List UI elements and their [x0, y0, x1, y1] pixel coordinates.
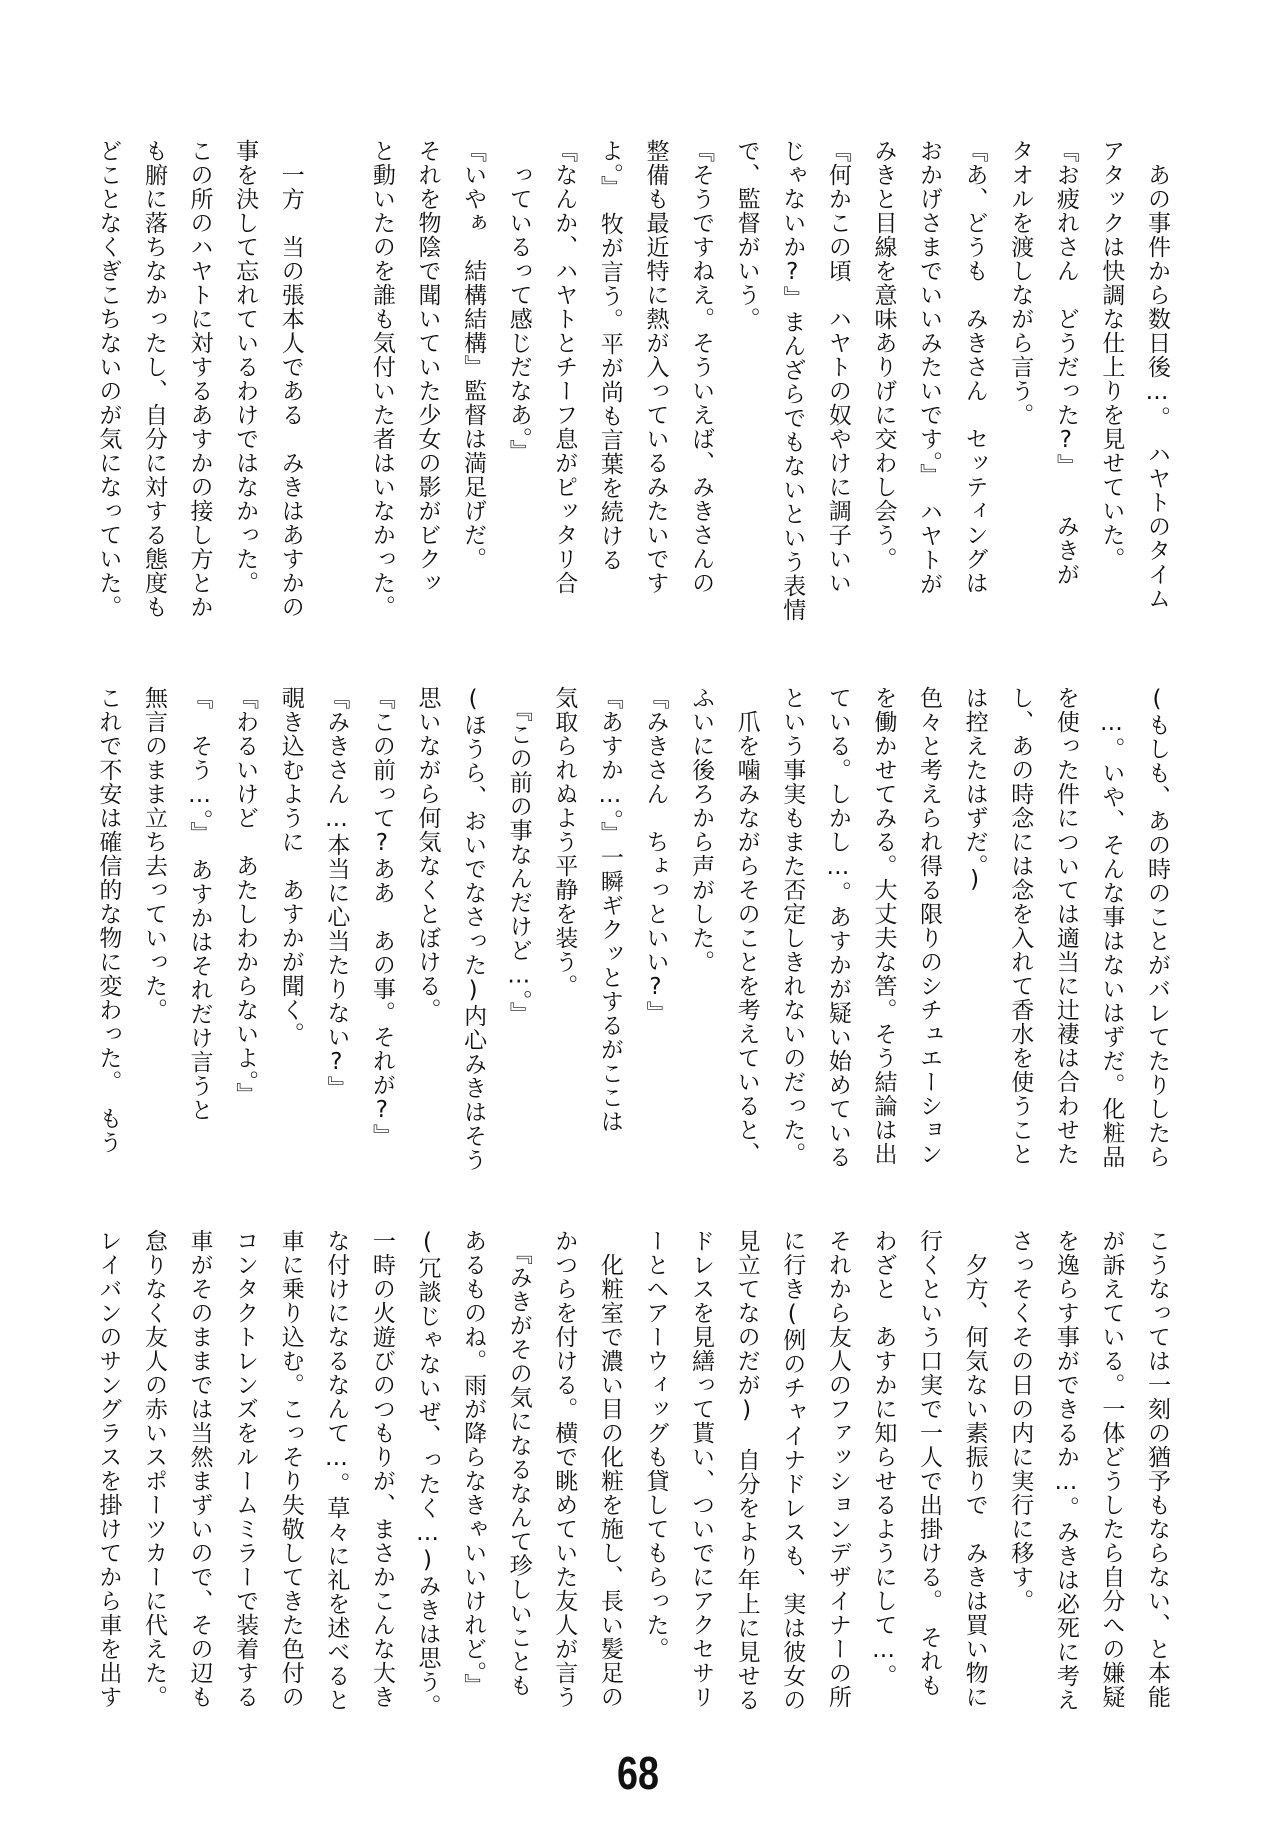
text-column: 夕方、何気ない素振りで みきは買い物に	[961, 1229, 988, 1709]
text-column: を逸らす事ができるか…。みきは必死に考え	[1052, 1229, 1079, 1712]
page-number: 68	[617, 1747, 659, 1799]
text-column: 気取られぬよう平静を装う。	[551, 686, 578, 998]
text-column: が訴えている。一体どうしたら自分への嫌疑	[1098, 1229, 1125, 1709]
text-column: (冗談じゃないぜ、ったく…)みきは思う。	[414, 1229, 441, 1718]
text-column: それから友人のファッションデザイナーの所	[824, 1229, 851, 1709]
text-column: 思いながら何気なくとぼける。	[414, 686, 441, 1022]
text-column: 『みきさん ちょっといい?』	[642, 686, 669, 1025]
text-column: は控えたはずだ。)	[961, 686, 988, 894]
text-column: で、監督がいう。	[733, 139, 760, 331]
text-column: を働かせてみる。大丈夫な筈。そう結論は出	[870, 686, 897, 1166]
text-column: レイバンのサングラスを掛けてから車を出す	[95, 1229, 122, 1709]
text-column: アタックは快調な仕上りを見せていた。	[1098, 139, 1125, 571]
text-column: さっそくその日の内に実行に移す。	[1007, 1229, 1034, 1613]
text-column: 覗き込むように あすかが聞く。	[277, 686, 304, 1046]
text-column: みきと目線を意味ありげに交わし会う。	[870, 139, 897, 571]
text-column: 見立てなのだが) 自分をより年上に見せる	[733, 1229, 760, 1712]
text-column: わざと あすかに知らせるようにして…。	[870, 1229, 897, 1688]
text-tier-top	[85, 139, 1179, 649]
text-column: 『この前って?ああ あの事。それが?』	[368, 686, 395, 1148]
text-column: コンタクトレンズをルームミラーで装着する	[232, 1229, 259, 1709]
text-column: という事実もまた否定しきれないのだった。	[779, 686, 806, 1166]
text-column: (もしも、あの時のことがバレてたりしたら	[1144, 686, 1170, 1169]
text-column: 事を決して忘れているわけではなかった。	[232, 139, 259, 595]
text-tier-bottom	[85, 1229, 1179, 1739]
text-column: に行き(例のチャイナドレスも、実は彼女の	[779, 1229, 806, 1712]
text-column: 『 そう…。』 あすかはそれだけ言うと	[186, 686, 213, 1122]
text-column: 一時の火遊びのつもりが、まさかこんな大き	[368, 1229, 395, 1709]
text-column: 無言のまま立ち去っていった。	[140, 686, 167, 1022]
text-column: 『そうですねえ。そういえば、みきさんの	[688, 139, 715, 595]
text-column: 『この前の事なんだけど…。』	[505, 686, 532, 1026]
text-column: あの事件から数日後…。 ハヤトのタイム	[1144, 139, 1170, 611]
text-column: を使った件については適当に辻褄は合わせた	[1052, 686, 1079, 1166]
text-column: 『あすか…。』一瞬ギクッとするがここは	[596, 686, 623, 1134]
text-column: 『みきがその気になるなんて珍しいことも	[505, 1229, 532, 1698]
text-column: 化粧室で濃い目の化粧を施し、長い髪足の	[596, 1229, 623, 1709]
text-column: 怠りなく友人の赤いスポーツカーに代えた。	[140, 1229, 167, 1709]
text-column: ている。しかし…。あすかが疑い始めている	[824, 686, 851, 1169]
text-column: (ほうら、おいでなさった)内心みきはそう	[460, 686, 487, 1172]
text-column: よ。』 牧が言う。平が尚も言葉を続ける	[596, 139, 623, 572]
text-column: 『なんか、ハヤトとチーフ息がピッタリ合	[551, 139, 578, 595]
text-column: ーとヘアーウィッグも貸してもらった。	[642, 1229, 669, 1661]
text-column: 『いやぁ 結構結構』監督は満足げだ。	[460, 139, 487, 571]
text-column: かつらを付ける。横で眺めていた友人が言う	[551, 1229, 578, 1709]
text-column: こうなっては一刻の猶予もならない、と本能	[1144, 1229, 1170, 1709]
text-column: じゃないか?』まんざらでもないという表情	[779, 139, 806, 622]
text-column: 色々と考えられ得る限りのシチュエーション	[916, 686, 943, 1166]
text-column: 整備も最近特に熱が入っているみたいです	[642, 139, 669, 595]
text-column: 爪を噛みながらそのことを考えていると、	[733, 686, 760, 1166]
text-column: 『わるいけど あたしわからないよ。』	[232, 686, 259, 1107]
text-column: 『あ、どうも みきさん セッティングは	[961, 139, 988, 595]
text-column: な付けになるなんて…。草々に礼を述べると	[323, 1229, 350, 1712]
text-column: これで不安は確信的な物に変わった。 もう	[95, 686, 122, 1155]
text-column: ふいに後ろから声がした。	[688, 686, 715, 974]
text-column: 行くという口実で一人で出掛ける。 それも	[916, 1229, 943, 1698]
text-column	[313, 139, 359, 649]
text-column: それを物陰で聞いていた少女の影がビクッ	[414, 139, 441, 595]
text-column: 車に乗り込む。こっそり失敬してきた色付の	[277, 1229, 304, 1709]
text-column: タオルを渡しながら言う。	[1007, 139, 1034, 427]
text-column: も腑に落ちなかったし、自分に対する態度も	[140, 139, 167, 619]
text-column: 車がそのままでは当然まずいので、その辺も	[186, 1229, 213, 1709]
text-column: …。いや、そんな事はないはずだ。化粧品	[1098, 686, 1125, 1169]
text-column: この所のハヤトに対するあすかの接し方とか	[186, 139, 213, 619]
text-column: っているって感じだなあ。』	[505, 139, 532, 464]
text-column: 『みきさん…本当に心当たりない?』	[323, 686, 350, 1100]
text-column: おかげさまでいいみたいです。』 ハヤトが	[916, 139, 943, 596]
text-column: あるものね。雨が降らなきゃいいけれど。』	[460, 1229, 487, 1698]
text-column: ドレスを見繕って貰い、ついでにアクセサリ	[688, 1229, 715, 1709]
text-column: と動いたのを誰も気付いた者はいなかった。	[368, 139, 395, 619]
text-column: 『お疲れさん どうだった?』 みきが	[1052, 139, 1079, 587]
text-column: 『何かこの頃 ハヤトの奴やけに調子いい	[824, 139, 851, 595]
text-column: どことなくぎこちないのが気になっていた。	[95, 139, 122, 619]
text-column: 一方 当の張本人である みきはあすかの	[277, 139, 304, 619]
text-tier-middle	[85, 686, 1179, 1196]
text-column: し、あの時念には念を入れて香水を使うこと	[1007, 686, 1034, 1166]
